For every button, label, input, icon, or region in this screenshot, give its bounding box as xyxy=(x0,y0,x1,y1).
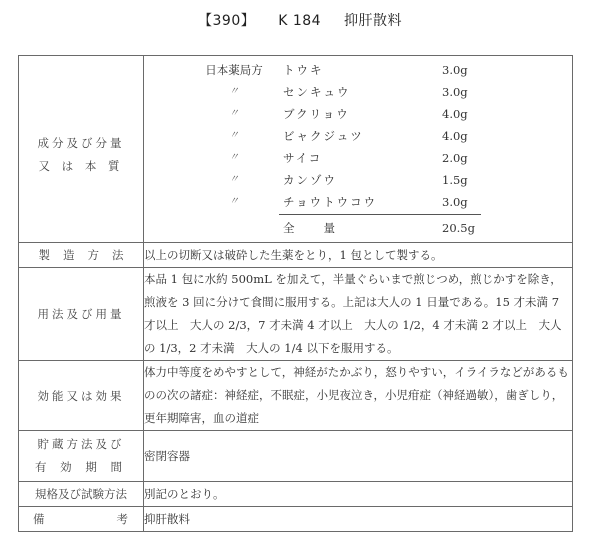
dosage-text: 本品 1 包に水約 500mL を加えて，半量ぐらいまで煎じつめ，煎じかすを除き，煎液を 3 回に分けて食間に服用する。上記は大人の 1 日量である。15 才未満 7 才以上 大人の 2/3，7 才未満 4 才以上 大人の 1/2，4 才未満 2 才以上 大人の 1/3，2 才未満 大人の 1/4 以下を服用する。 xyxy=(144,268,573,361)
label-text: 用法及び用量 xyxy=(37,307,125,321)
label-efficacy xyxy=(19,361,144,431)
ingredient-name: チョウトウコウ xyxy=(283,195,378,209)
efficacy-text: 体力中等度をめやすとして，神経がたかぶり，怒りやすい，イライラなどがあるものの次の諸症：神経症，不眠症，小児夜泣き，小児疳症（神経過敏），歯ぎしり，更年期障害，血の道症 xyxy=(144,361,573,431)
ingredient-source: 〃 xyxy=(229,152,239,163)
total-amount: 20.5g xyxy=(442,221,475,235)
ingredient-amount: 3.0g xyxy=(442,85,468,99)
ingredient-name: ビャクジュツ xyxy=(283,129,364,143)
ingredient-source: 日本薬局方 xyxy=(205,63,263,77)
label-storage-line1: 貯蔵方法及び xyxy=(37,437,125,451)
title-name: 抑肝散料 xyxy=(344,13,402,29)
ingredients-list xyxy=(144,56,572,242)
page-title xyxy=(0,10,600,30)
ingredient-amount: 2.0g xyxy=(442,151,468,165)
ingredient-source: 〃 xyxy=(229,108,239,119)
table-row-dosage xyxy=(19,268,573,361)
label-text: 規格及び試験方法 xyxy=(35,487,127,501)
label-remarks-right: 考 xyxy=(116,512,129,526)
label-storage-line2: 有 効 期 間 xyxy=(35,460,127,474)
total-label: 全 量 xyxy=(283,221,337,235)
manufacturing-text: 以上の切断又は破砕した生薬をとり，1 包として製する。 xyxy=(144,243,573,268)
ingredient-amount: 4.0g xyxy=(442,129,468,143)
ingredient-amount: 3.0g xyxy=(442,63,468,77)
sum-divider xyxy=(279,214,481,215)
ingredient-source: 〃 xyxy=(229,174,239,185)
table-row-storage xyxy=(19,431,573,482)
ingredient-amount: 3.0g xyxy=(442,195,468,209)
ingredient-amount: 1.5g xyxy=(442,173,468,187)
ingredient-source: 〃 xyxy=(229,196,239,207)
label-specification xyxy=(19,482,144,507)
label-manufacturing xyxy=(19,243,144,268)
label-dosage xyxy=(19,268,144,361)
ingredient-name: センキュウ xyxy=(283,85,351,99)
ingredient-name: カンゾウ xyxy=(283,173,337,187)
table-row-remarks xyxy=(19,507,573,532)
formula-table xyxy=(18,55,573,532)
table-row-manufacturing xyxy=(19,243,573,268)
table-row-efficacy xyxy=(19,361,573,431)
ingredient-name: トウキ xyxy=(283,63,324,77)
ingredient-name: サイコ xyxy=(283,151,323,165)
label-text: 製造方法 xyxy=(38,248,137,262)
ingredient-amount: 4.0g xyxy=(442,107,468,121)
storage-text: 密閉容器 xyxy=(144,431,573,482)
ingredient-source: 〃 xyxy=(229,130,239,141)
label-ingredients-line1: 成分及び分量 xyxy=(37,136,125,150)
label-ingredients xyxy=(19,56,144,243)
label-storage xyxy=(19,431,144,482)
ingredient-source: 〃 xyxy=(229,86,239,97)
remarks-text: 抑肝散料 xyxy=(144,507,573,532)
ingredient-name: ブクリョウ xyxy=(283,107,350,121)
specification-text: 別記のとおり。 xyxy=(144,482,573,507)
label-ingredients-line2: 又 は 本 質 xyxy=(38,159,124,173)
label-remarks xyxy=(19,507,144,532)
title-number: 【390】 xyxy=(198,13,256,29)
table-row-ingredients xyxy=(19,56,573,243)
ingredients-cell xyxy=(144,56,573,243)
label-remarks-left: 備 xyxy=(33,512,46,526)
table-row-specification xyxy=(19,482,573,507)
title-code: K 184 xyxy=(278,13,322,29)
label-text: 効能又は効果 xyxy=(37,388,125,403)
